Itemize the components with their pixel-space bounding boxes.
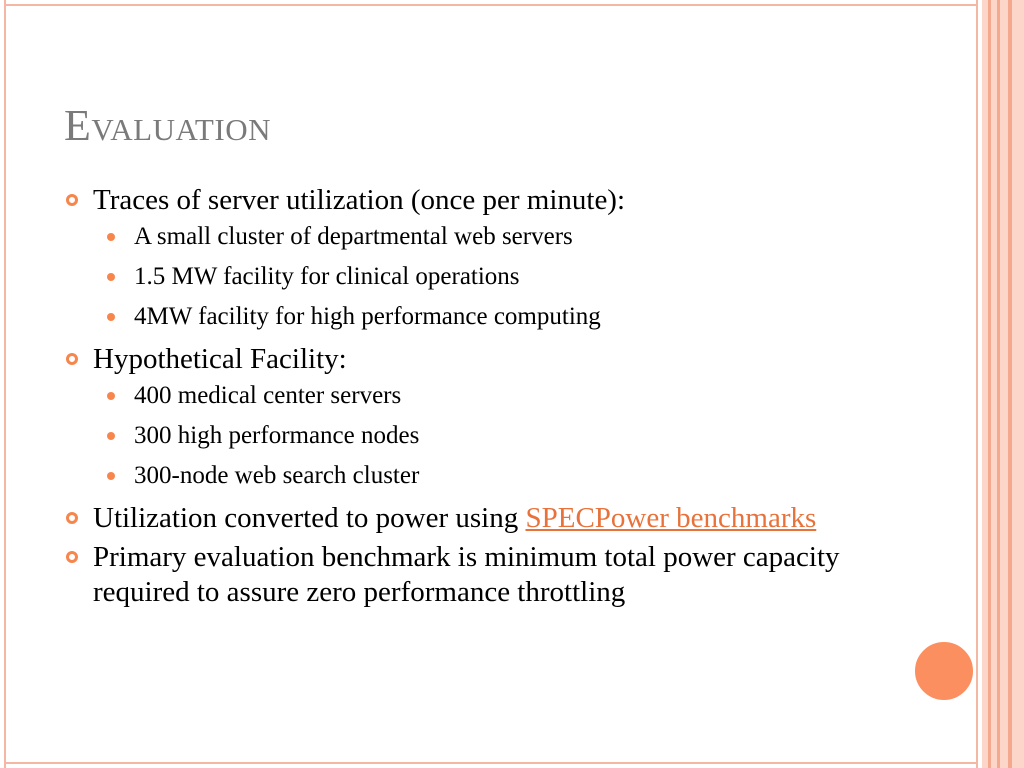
dot-bullet-icon: [107, 432, 115, 440]
ring-bullet-icon: [66, 194, 78, 206]
sub-bullet-text: 300 high performance nodes: [134, 422, 420, 449]
bullet-item: [60, 501, 890, 536]
bullet-text: Traces of server utilization (once per minute):: [93, 184, 626, 216]
band-stripe: [1008, 0, 1012, 768]
sub-bullet-text: 300-node web search cluster: [134, 462, 420, 489]
bullet-list: [60, 183, 890, 614]
slide-title: Evaluation: [64, 101, 271, 150]
dot-bullet-icon: [107, 313, 115, 321]
sub-bullet-item: [60, 421, 890, 451]
sub-bullet-text: 4MW facility for high performance computing: [134, 303, 601, 330]
frame-right-border: [976, 0, 978, 768]
dot-bullet-icon: [107, 273, 115, 281]
sub-bullet-text: A small cluster of departmental web servers: [134, 223, 573, 250]
decorative-circle: [913, 640, 975, 702]
dot-bullet-icon: [107, 233, 115, 241]
dot-bullet-icon: [107, 392, 115, 400]
band-stripe: [997, 0, 1000, 768]
frame-top-border: [4, 4, 978, 6]
band-stripe: [988, 0, 991, 768]
bullet-text: Primary evaluation benchmark is minimum total power capacity required to assure zero performance throttling: [93, 541, 840, 608]
bullet-item: [60, 540, 890, 610]
bullet-text: Utilization converted to power using: [93, 502, 526, 534]
sub-bullet-item: [60, 461, 890, 491]
specpower-benchmarks-link[interactable]: SPECPower benchmarks: [525, 502, 817, 534]
sub-bullet-list: [60, 381, 890, 491]
bullet-item: [60, 342, 890, 377]
sub-bullet-text: 400 medical center servers: [134, 382, 402, 409]
sub-bullet-item: [60, 302, 890, 332]
sub-bullet-list: [60, 222, 890, 332]
bullet-text: Hypothetical Facility:: [93, 343, 347, 375]
sub-bullet-text: 1.5 MW facility for clinical operations: [134, 263, 520, 290]
ring-bullet-icon: [66, 353, 78, 365]
frame-left-border: [4, 0, 6, 768]
right-decorative-band: [982, 0, 1024, 768]
ring-bullet-icon: [66, 551, 78, 563]
sub-bullet-item: [60, 262, 890, 292]
bullet-item: [60, 183, 890, 218]
dot-bullet-icon: [107, 472, 115, 480]
ring-bullet-icon: [66, 512, 78, 524]
sub-bullet-item: [60, 381, 890, 411]
frame-bottom-border: [4, 762, 978, 764]
sub-bullet-item: [60, 222, 890, 252]
